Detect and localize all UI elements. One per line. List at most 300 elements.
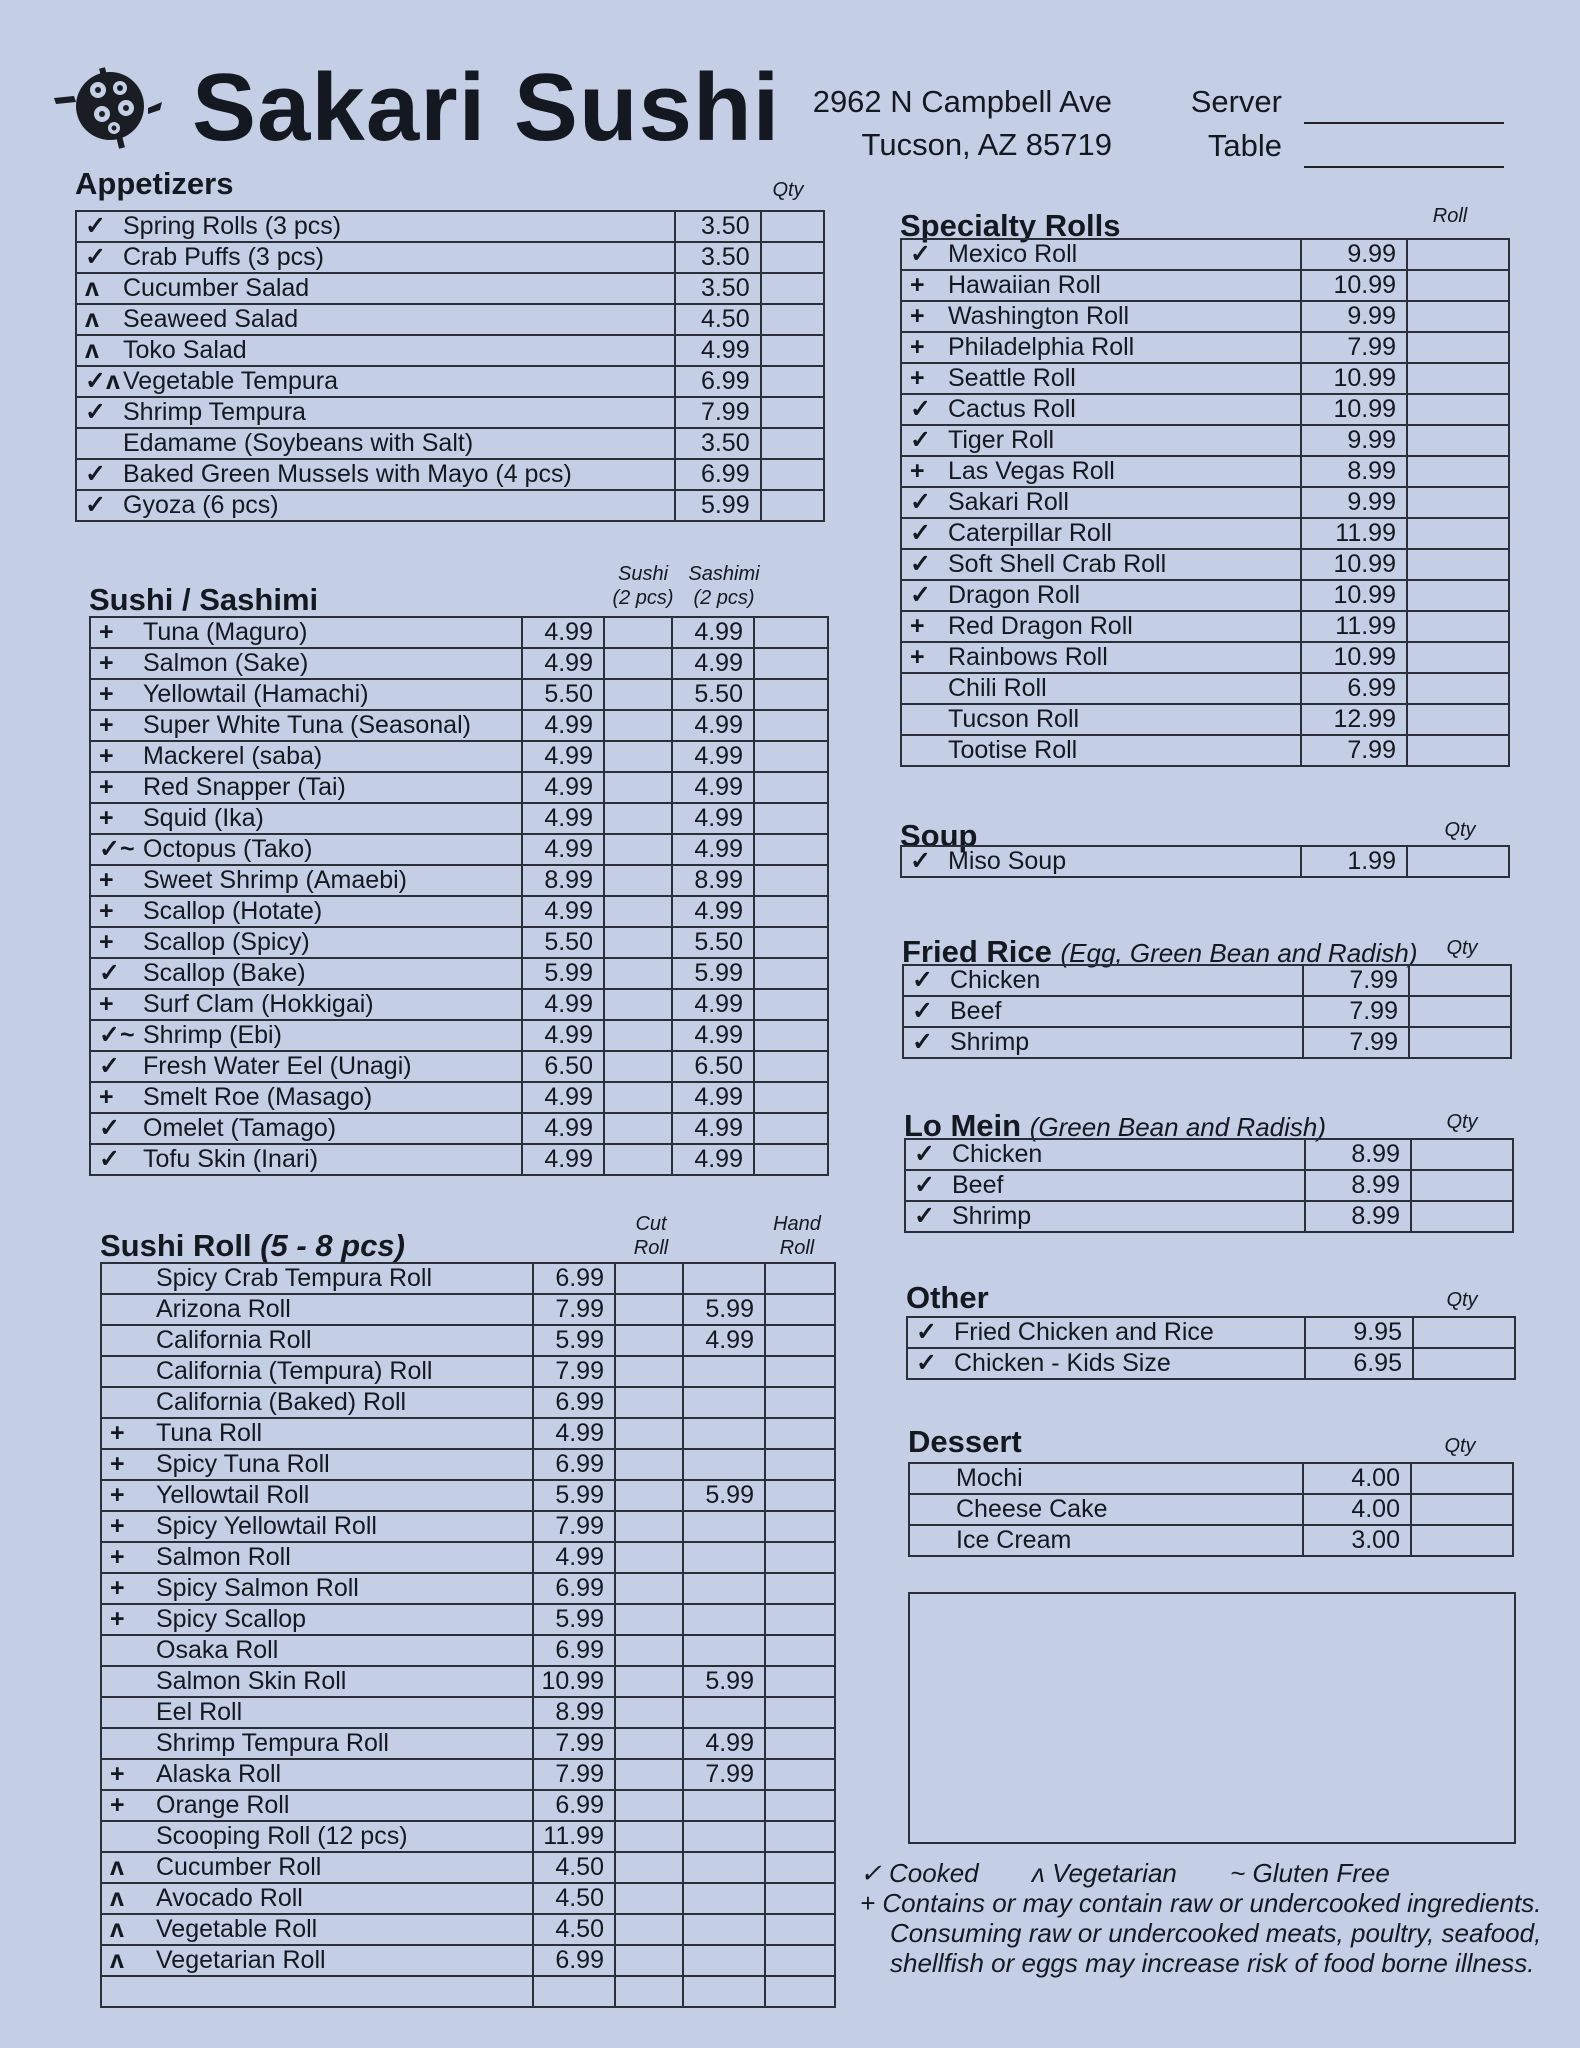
menu-row bbox=[901, 239, 1509, 270]
cut-roll-price: 4.99 bbox=[533, 1542, 615, 1573]
menu-row bbox=[90, 865, 828, 896]
cut-roll-qty-cell[interactable] bbox=[615, 1573, 683, 1604]
item-mark: ✓ bbox=[912, 997, 933, 1025]
sashimi-qty-cell[interactable] bbox=[754, 989, 828, 1020]
item-name: Chicken bbox=[952, 1140, 1043, 1168]
sashimi-qty-cell[interactable] bbox=[754, 710, 828, 741]
hand-roll-qty-cell[interactable] bbox=[765, 1263, 835, 1294]
qty-cell[interactable] bbox=[1409, 965, 1511, 996]
item-name-cell bbox=[76, 335, 675, 366]
sushi-qty-cell[interactable] bbox=[604, 648, 672, 679]
item-name-cell bbox=[901, 518, 1301, 549]
soup-qty-label: Qty bbox=[1444, 819, 1476, 841]
item-name-cell bbox=[101, 1635, 533, 1666]
legend-vegetarian: ʌ Vegetarian bbox=[1031, 1858, 1177, 1888]
cut-roll-qty-cell[interactable] bbox=[615, 1325, 683, 1356]
hand-roll-qty-cell[interactable] bbox=[765, 1604, 835, 1635]
menu-row bbox=[901, 735, 1509, 766]
item-name: Tofu Skin (Inari) bbox=[143, 1145, 319, 1173]
hand-roll-qty-cell[interactable] bbox=[765, 1728, 835, 1759]
qty-cell[interactable] bbox=[1407, 611, 1509, 642]
sushi-price: 5.99 bbox=[522, 958, 604, 989]
item-name-cell bbox=[76, 211, 675, 242]
item-name: Salmon (Sake) bbox=[143, 649, 309, 677]
qty-cell[interactable] bbox=[1407, 301, 1509, 332]
qty-cell[interactable] bbox=[761, 304, 824, 335]
cut-roll-qty-cell[interactable] bbox=[615, 1542, 683, 1573]
soup-title: Soup bbox=[900, 818, 978, 853]
item-mark: + bbox=[110, 1791, 125, 1819]
item-name-cell bbox=[101, 1449, 533, 1480]
menu-row bbox=[101, 1542, 835, 1573]
hand-roll-qty-cell[interactable] bbox=[765, 1852, 835, 1883]
specialty-roll-label: Roll bbox=[1432, 205, 1468, 227]
item-name: Vegetable Tempura bbox=[123, 367, 338, 395]
cut-roll-qty-cell[interactable] bbox=[615, 1976, 683, 2007]
sashimi-qty-cell[interactable] bbox=[754, 1113, 828, 1144]
item-name: Scallop (Bake) bbox=[143, 959, 306, 987]
sushi-price: 4.99 bbox=[522, 648, 604, 679]
qty-cell[interactable] bbox=[1407, 580, 1509, 611]
item-name: Caterpillar Roll bbox=[948, 519, 1112, 547]
server-field[interactable] bbox=[1304, 92, 1504, 124]
item-price: 6.99 bbox=[675, 366, 761, 397]
cut-roll-qty-cell[interactable] bbox=[615, 1263, 683, 1294]
hand-roll-qty-cell[interactable] bbox=[765, 1883, 835, 1914]
item-mark: + bbox=[99, 866, 114, 894]
item-name-cell bbox=[90, 803, 522, 834]
item-name: Osaka Roll bbox=[156, 1636, 279, 1664]
item-name: Scallop (Spicy) bbox=[143, 928, 310, 956]
cut-roll-price: 6.99 bbox=[533, 1387, 615, 1418]
cut-roll-qty-cell[interactable] bbox=[615, 1387, 683, 1418]
hand-roll-qty-cell[interactable] bbox=[765, 1790, 835, 1821]
item-mark: ✓ bbox=[916, 1318, 937, 1346]
hand-roll-price bbox=[683, 1821, 765, 1852]
sashimi-qty-cell[interactable] bbox=[754, 1082, 828, 1113]
cut-roll-price: 7.99 bbox=[533, 1356, 615, 1387]
item-name-cell bbox=[901, 332, 1301, 363]
cut-roll-qty-cell[interactable] bbox=[615, 1294, 683, 1325]
qty-cell[interactable] bbox=[1407, 673, 1509, 704]
menu-row bbox=[101, 1852, 835, 1883]
qty-cell[interactable] bbox=[761, 211, 824, 242]
sashimi-price: 6.50 bbox=[672, 1051, 754, 1082]
item-price: 4.50 bbox=[675, 304, 761, 335]
appetizers-table bbox=[75, 210, 825, 522]
item-name-cell bbox=[90, 1113, 522, 1144]
cut-roll-qty-cell[interactable] bbox=[615, 1945, 683, 1976]
specialty-rolls-section bbox=[900, 204, 1512, 784]
sushi-price: 4.99 bbox=[522, 1144, 604, 1175]
sushi-qty-cell[interactable] bbox=[604, 1113, 672, 1144]
cut-roll-qty-cell[interactable] bbox=[615, 1449, 683, 1480]
item-name-cell bbox=[901, 456, 1301, 487]
qty-cell[interactable] bbox=[1409, 1027, 1511, 1058]
menu-row bbox=[90, 710, 828, 741]
brand-title: Sakari Sushi bbox=[192, 54, 781, 161]
dessert-qty-label: Qty bbox=[1444, 1435, 1476, 1457]
sashimi-qty-cell[interactable] bbox=[754, 617, 828, 648]
sushi-qty-cell[interactable] bbox=[604, 1020, 672, 1051]
qty-cell[interactable] bbox=[1411, 1463, 1513, 1494]
item-name-cell bbox=[90, 1020, 522, 1051]
qty-cell[interactable] bbox=[761, 490, 824, 521]
menu-row bbox=[901, 518, 1509, 549]
item-name-cell bbox=[903, 996, 1303, 1027]
hand-roll-qty-cell[interactable] bbox=[765, 1511, 835, 1542]
sashimi-qty-cell[interactable] bbox=[754, 896, 828, 927]
menu-row bbox=[90, 1144, 828, 1175]
sashimi-qty-cell[interactable] bbox=[754, 958, 828, 989]
address-line-2: Tucson, AZ 85719 bbox=[861, 127, 1112, 162]
notes-box[interactable] bbox=[908, 1592, 1516, 1844]
cut-roll-qty-cell[interactable] bbox=[615, 1511, 683, 1542]
item-mark: ✓ bbox=[910, 519, 931, 547]
hand-roll-qty-cell[interactable] bbox=[765, 1325, 835, 1356]
cut-roll-qty-cell[interactable] bbox=[615, 1635, 683, 1666]
sushi-qty-cell[interactable] bbox=[604, 772, 672, 803]
sushi-qty-cell[interactable] bbox=[604, 834, 672, 865]
hand-roll-qty-cell[interactable] bbox=[765, 1697, 835, 1728]
cut-roll-qty-cell[interactable] bbox=[615, 1883, 683, 1914]
dessert-title: Dessert bbox=[908, 1424, 1022, 1459]
cut-roll-qty-cell[interactable] bbox=[615, 1604, 683, 1635]
item-name-cell bbox=[90, 958, 522, 989]
item-name-cell bbox=[101, 1852, 533, 1883]
cut-roll-qty-cell[interactable] bbox=[615, 1666, 683, 1697]
fried-rice-section bbox=[902, 934, 1514, 1059]
cut-roll-qty-cell[interactable] bbox=[615, 1852, 683, 1883]
cut-roll-qty-cell[interactable] bbox=[615, 1821, 683, 1852]
qty-cell[interactable] bbox=[761, 428, 824, 459]
sushi-qty-cell[interactable] bbox=[604, 617, 672, 648]
specialty-rolls-title: Specialty Rolls bbox=[900, 208, 1121, 243]
item-name: Spicy Tuna Roll bbox=[156, 1450, 330, 1478]
qty-cell[interactable] bbox=[1407, 735, 1509, 766]
sashimi-qty-cell[interactable] bbox=[754, 772, 828, 803]
item-name-cell bbox=[90, 648, 522, 679]
item-mark: ✓ bbox=[85, 491, 106, 519]
menu-row bbox=[90, 679, 828, 710]
qty-cell[interactable] bbox=[1413, 1348, 1515, 1379]
item-mark: ✓ bbox=[910, 550, 931, 578]
item-mark: + bbox=[910, 333, 925, 361]
legend-cooked: ✓ Cooked bbox=[860, 1858, 979, 1888]
qty-cell[interactable] bbox=[1413, 1317, 1515, 1348]
menu-row bbox=[905, 1170, 1513, 1201]
qty-cell[interactable] bbox=[1407, 394, 1509, 425]
cut-roll-qty-cell[interactable] bbox=[615, 1790, 683, 1821]
item-mark: + bbox=[99, 1083, 114, 1111]
cut-roll-price bbox=[533, 1976, 615, 2007]
qty-cell[interactable] bbox=[1407, 642, 1509, 673]
item-mark: ✓ bbox=[99, 1114, 120, 1142]
qty-cell[interactable] bbox=[1407, 487, 1509, 518]
item-mark: + bbox=[99, 742, 114, 770]
item-name-cell bbox=[101, 1511, 533, 1542]
menu-row bbox=[101, 1573, 835, 1604]
sashimi-qty-cell[interactable] bbox=[754, 648, 828, 679]
sashimi-col-header: Sashimi (2 pcs) bbox=[688, 563, 760, 609]
qty-cell[interactable] bbox=[761, 397, 824, 428]
item-name: Tiger Roll bbox=[948, 426, 1055, 454]
hand-roll-col-header: Hand Roll bbox=[773, 1213, 821, 1259]
hand-roll-price bbox=[683, 1449, 765, 1480]
sushi-qty-cell[interactable] bbox=[604, 865, 672, 896]
item-name: Dragon Roll bbox=[948, 581, 1081, 609]
item-price: 10.99 bbox=[1301, 642, 1407, 673]
qty-cell[interactable] bbox=[1407, 270, 1509, 301]
fried-rice-table bbox=[902, 964, 1512, 1059]
item-name-cell bbox=[101, 1976, 533, 2007]
item-name-cell bbox=[76, 428, 675, 459]
item-mark: ʌ bbox=[110, 1946, 124, 1974]
item-name: Fresh Water Eel (Unagi) bbox=[143, 1052, 412, 1080]
server-table-fields bbox=[1180, 80, 1504, 168]
qty-cell[interactable] bbox=[761, 335, 824, 366]
qty-cell[interactable] bbox=[1407, 332, 1509, 363]
other-table bbox=[906, 1316, 1516, 1380]
cut-roll-qty-cell[interactable] bbox=[615, 1418, 683, 1449]
qty-cell[interactable] bbox=[1407, 456, 1509, 487]
qty-cell[interactable] bbox=[1407, 846, 1509, 877]
menu-row bbox=[101, 1821, 835, 1852]
lo-mein-section bbox=[904, 1108, 1516, 1233]
item-name: Chili Roll bbox=[948, 674, 1047, 702]
sushi-qty-cell[interactable] bbox=[604, 958, 672, 989]
menu-row bbox=[76, 490, 824, 521]
item-name: Shrimp bbox=[950, 1028, 1030, 1056]
item-name: Scallop (Hotate) bbox=[143, 897, 323, 925]
item-mark: ✓ bbox=[85, 460, 106, 488]
item-name-cell bbox=[901, 846, 1301, 877]
legend-raw-line-2: Consuming raw or undercooked meats, poultry, seafood, bbox=[890, 1918, 1542, 1948]
hand-roll-price bbox=[683, 1883, 765, 1914]
qty-cell[interactable] bbox=[1407, 239, 1509, 270]
item-name-cell bbox=[76, 397, 675, 428]
hand-roll-price bbox=[683, 1387, 765, 1418]
menu-row bbox=[901, 642, 1509, 673]
sashimi-qty-cell[interactable] bbox=[754, 865, 828, 896]
sushi-qty-cell[interactable] bbox=[604, 1051, 672, 1082]
item-name: Cucumber Roll bbox=[156, 1853, 322, 1881]
qty-cell[interactable] bbox=[1407, 549, 1509, 580]
menu-row bbox=[101, 1697, 835, 1728]
item-mark: + bbox=[99, 680, 114, 708]
sashimi-qty-cell[interactable] bbox=[754, 803, 828, 834]
sushi-qty-cell[interactable] bbox=[604, 710, 672, 741]
menu-row bbox=[101, 1511, 835, 1542]
item-price: 9.99 bbox=[1301, 239, 1407, 270]
sashimi-qty-cell[interactable] bbox=[754, 927, 828, 958]
item-name: California Roll bbox=[156, 1326, 312, 1354]
item-name-cell bbox=[90, 865, 522, 896]
qty-cell[interactable] bbox=[1411, 1201, 1513, 1232]
qty-cell[interactable] bbox=[1411, 1139, 1513, 1170]
item-name: Alaska Roll bbox=[156, 1760, 282, 1788]
item-name-cell bbox=[101, 1418, 533, 1449]
item-name-cell bbox=[90, 679, 522, 710]
qty-cell[interactable] bbox=[761, 242, 824, 273]
sushi-qty-cell[interactable] bbox=[604, 927, 672, 958]
other-title: Other bbox=[906, 1280, 989, 1315]
item-name: Yellowtail (Hamachi) bbox=[143, 680, 369, 708]
qty-cell[interactable] bbox=[1411, 1494, 1513, 1525]
item-price: 6.99 bbox=[1301, 673, 1407, 704]
appetizers-qty-label: Qty bbox=[772, 179, 804, 201]
legend bbox=[860, 1858, 1541, 1978]
item-name-cell bbox=[101, 1728, 533, 1759]
cut-roll-price: 4.50 bbox=[533, 1914, 615, 1945]
sushi-price: 4.99 bbox=[522, 1113, 604, 1144]
item-name-cell bbox=[101, 1263, 533, 1294]
table-field[interactable] bbox=[1304, 136, 1504, 168]
sushi-qty-cell[interactable] bbox=[604, 741, 672, 772]
item-name: Las Vegas Roll bbox=[948, 457, 1115, 485]
cut-roll-qty-cell[interactable] bbox=[615, 1914, 683, 1945]
item-name-cell bbox=[901, 642, 1301, 673]
sashimi-qty-cell[interactable] bbox=[754, 1144, 828, 1175]
menu-row bbox=[901, 704, 1509, 735]
cut-roll-qty-cell[interactable] bbox=[615, 1356, 683, 1387]
hand-roll-price bbox=[683, 1418, 765, 1449]
item-name: Miso Soup bbox=[948, 847, 1067, 875]
sashimi-qty-cell[interactable] bbox=[754, 679, 828, 710]
qty-cell[interactable] bbox=[1407, 704, 1509, 735]
hand-roll-qty-cell[interactable] bbox=[765, 1635, 835, 1666]
item-name-cell bbox=[101, 1883, 533, 1914]
sashimi-qty-cell[interactable] bbox=[754, 834, 828, 865]
sushi-price: 4.99 bbox=[522, 617, 604, 648]
item-name: Washington Roll bbox=[948, 302, 1130, 330]
qty-cell[interactable] bbox=[761, 366, 824, 397]
item-name-cell bbox=[903, 1027, 1303, 1058]
hand-roll-price bbox=[683, 1852, 765, 1883]
specialty-rolls-table bbox=[900, 238, 1510, 767]
item-name-cell bbox=[101, 1821, 533, 1852]
sushi-qty-cell[interactable] bbox=[604, 989, 672, 1020]
item-name: Shrimp Tempura Roll bbox=[156, 1729, 389, 1757]
cut-roll-qty-cell[interactable] bbox=[615, 1728, 683, 1759]
item-name-cell bbox=[101, 1666, 533, 1697]
hand-roll-qty-cell[interactable] bbox=[765, 1356, 835, 1387]
sushi-qty-cell[interactable] bbox=[604, 679, 672, 710]
qty-cell[interactable] bbox=[761, 273, 824, 304]
sashimi-qty-cell[interactable] bbox=[754, 741, 828, 772]
item-name: Beef bbox=[952, 1171, 1004, 1199]
hand-roll-qty-cell[interactable] bbox=[765, 1449, 835, 1480]
menu-row bbox=[76, 304, 824, 335]
menu-row bbox=[101, 1666, 835, 1697]
item-mark: + bbox=[110, 1512, 125, 1540]
item-mark: ✓ bbox=[914, 1171, 935, 1199]
item-name: Tuna (Maguro) bbox=[143, 618, 308, 646]
hand-roll-qty-cell[interactable] bbox=[765, 1666, 835, 1697]
item-price: 10.99 bbox=[1301, 580, 1407, 611]
item-name-cell bbox=[90, 1144, 522, 1175]
menu-row bbox=[90, 1020, 828, 1051]
item-mark: ʌ bbox=[110, 1853, 124, 1881]
item-name-cell bbox=[101, 1294, 533, 1325]
hand-roll-qty-cell[interactable] bbox=[765, 1821, 835, 1852]
item-mark: + bbox=[99, 990, 114, 1018]
sashimi-qty-cell[interactable] bbox=[754, 1051, 828, 1082]
hand-roll-price bbox=[683, 1511, 765, 1542]
cut-roll-price: 4.50 bbox=[533, 1852, 615, 1883]
hand-roll-qty-cell[interactable] bbox=[765, 1542, 835, 1573]
item-name: Scooping Roll (12 pcs) bbox=[156, 1822, 408, 1850]
sashimi-price: 8.99 bbox=[672, 865, 754, 896]
hand-roll-qty-cell[interactable] bbox=[765, 1759, 835, 1790]
item-name-cell bbox=[90, 772, 522, 803]
qty-cell[interactable] bbox=[1411, 1525, 1513, 1556]
item-mark: ʌ bbox=[110, 1915, 124, 1943]
qty-cell[interactable] bbox=[1407, 518, 1509, 549]
item-name-cell bbox=[901, 735, 1301, 766]
other-qty-label: Qty bbox=[1446, 1289, 1478, 1311]
item-name-cell bbox=[901, 549, 1301, 580]
sushi-qty-cell[interactable] bbox=[604, 1082, 672, 1113]
hand-roll-qty-cell[interactable] bbox=[765, 1945, 835, 1976]
item-name-cell bbox=[101, 1480, 533, 1511]
hand-roll-qty-cell[interactable] bbox=[765, 1387, 835, 1418]
hand-roll-qty-cell[interactable] bbox=[765, 1480, 835, 1511]
qty-cell[interactable] bbox=[1407, 425, 1509, 456]
qty-cell[interactable] bbox=[1411, 1170, 1513, 1201]
item-name: Avocado Roll bbox=[156, 1884, 303, 1912]
item-name-cell bbox=[90, 617, 522, 648]
menu-row bbox=[101, 1914, 835, 1945]
item-name: Sakari Roll bbox=[948, 488, 1069, 516]
sushi-qty-cell[interactable] bbox=[604, 1144, 672, 1175]
cut-roll-qty-cell[interactable] bbox=[615, 1759, 683, 1790]
item-name-cell bbox=[90, 834, 522, 865]
item-name-cell bbox=[101, 1542, 533, 1573]
cut-roll-qty-cell[interactable] bbox=[615, 1697, 683, 1728]
sashimi-price: 4.99 bbox=[672, 803, 754, 834]
item-name: Orange Roll bbox=[156, 1791, 290, 1819]
item-name: Baked Green Mussels with Mayo (4 pcs) bbox=[123, 460, 572, 488]
sashimi-qty-cell[interactable] bbox=[754, 1020, 828, 1051]
sushi-qty-cell[interactable] bbox=[604, 896, 672, 927]
hand-roll-qty-cell[interactable] bbox=[765, 1976, 835, 2007]
hand-roll-qty-cell[interactable] bbox=[765, 1418, 835, 1449]
item-name: Crab Puffs (3 pcs) bbox=[123, 243, 325, 271]
cut-roll-price: 4.99 bbox=[533, 1418, 615, 1449]
qty-cell[interactable] bbox=[1407, 363, 1509, 394]
hand-roll-price: 5.99 bbox=[683, 1294, 765, 1325]
menu-row bbox=[101, 1728, 835, 1759]
item-name: Red Dragon Roll bbox=[948, 612, 1133, 640]
sushi-qty-cell[interactable] bbox=[604, 803, 672, 834]
cut-roll-qty-cell[interactable] bbox=[615, 1480, 683, 1511]
hand-roll-price bbox=[683, 1604, 765, 1635]
hand-roll-qty-cell[interactable] bbox=[765, 1914, 835, 1945]
item-name: Gyoza (6 pcs) bbox=[123, 491, 279, 519]
hand-roll-qty-cell[interactable] bbox=[765, 1294, 835, 1325]
item-price: 7.99 bbox=[1303, 965, 1409, 996]
sushi-roll-table bbox=[100, 1262, 836, 2008]
qty-cell[interactable] bbox=[1409, 996, 1511, 1027]
hand-roll-qty-cell[interactable] bbox=[765, 1573, 835, 1604]
menu-row bbox=[101, 1945, 835, 1976]
fried-rice-qty-label: Qty bbox=[1446, 937, 1478, 959]
item-name-cell bbox=[901, 363, 1301, 394]
menu-row bbox=[901, 425, 1509, 456]
qty-cell[interactable] bbox=[761, 459, 824, 490]
item-name: Sweet Shrimp (Amaebi) bbox=[143, 866, 407, 894]
